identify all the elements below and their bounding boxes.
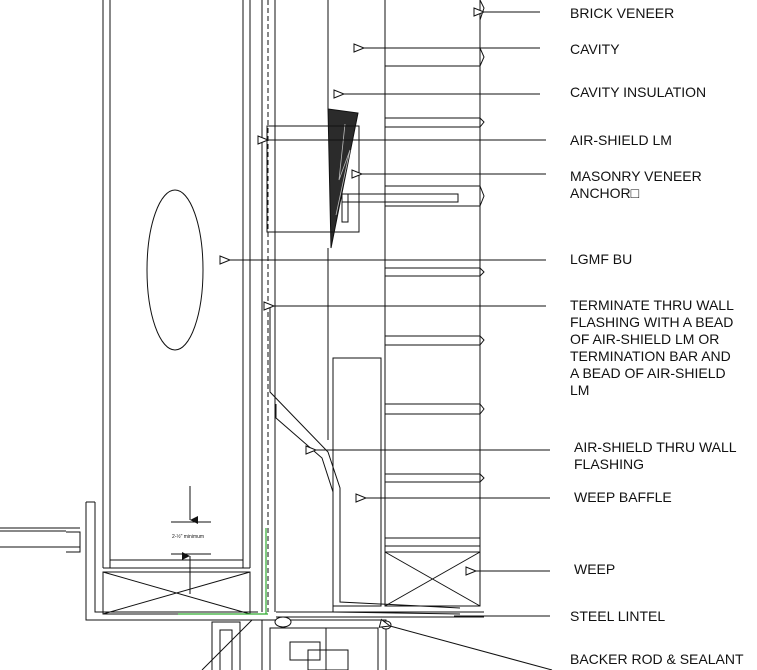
sheathing-layer (262, 0, 275, 612)
label-weep: WEEP (574, 561, 616, 577)
label-thru-wall-flashing: AIR-SHIELD THRU WALL FLASHING (574, 439, 737, 472)
cavity-insulation-wedge (328, 109, 358, 248)
leader-backer-rod (390, 626, 552, 670)
leader-lines (202, 12, 552, 670)
dimension-arrows (171, 486, 211, 594)
window-head (212, 620, 386, 670)
label-cavity-insulation: CAVITY INSULATION (570, 84, 707, 100)
interior-ledge (0, 528, 80, 552)
label-masonry-veneer-anchor: MASONRY VENEER ANCHOR□ (570, 168, 702, 201)
lgmf-bottom-track (86, 502, 264, 620)
label-cavity: CAVITY (570, 41, 620, 57)
label-lgmf-bu: LGMF BU (570, 251, 633, 267)
stud-knockout (147, 190, 203, 350)
backer-rod-interior (275, 617, 291, 627)
brick-veneer (385, 0, 480, 552)
label-brick-veneer: BRICK VENEER (570, 5, 675, 21)
label-backer-rod: BACKER ROD & SEALANT (570, 651, 744, 667)
label-air-shield-lm: AIR-SHIELD LM (570, 132, 672, 148)
lgmf-stud (103, 0, 250, 568)
backer-rod-exterior (381, 621, 391, 629)
dimension-label: 2-½" minimum (172, 534, 205, 540)
weep-unit (385, 552, 480, 606)
label-steel-lintel: STEEL LINTEL (570, 608, 666, 624)
leader-interior-sealant (202, 620, 252, 670)
label-weep-baffle: WEEP BAFFLE (574, 489, 672, 505)
brick-edge (480, 0, 484, 482)
label-terminate-flashing: TERMINATE THRU WALL FLASHING WITH A BEAD OF AIR-SHIELD LM OR TERMINATION BAR AND A BEAD OF AIR-SHIELD LM (570, 297, 734, 398)
thru-wall-flashing (270, 308, 460, 614)
